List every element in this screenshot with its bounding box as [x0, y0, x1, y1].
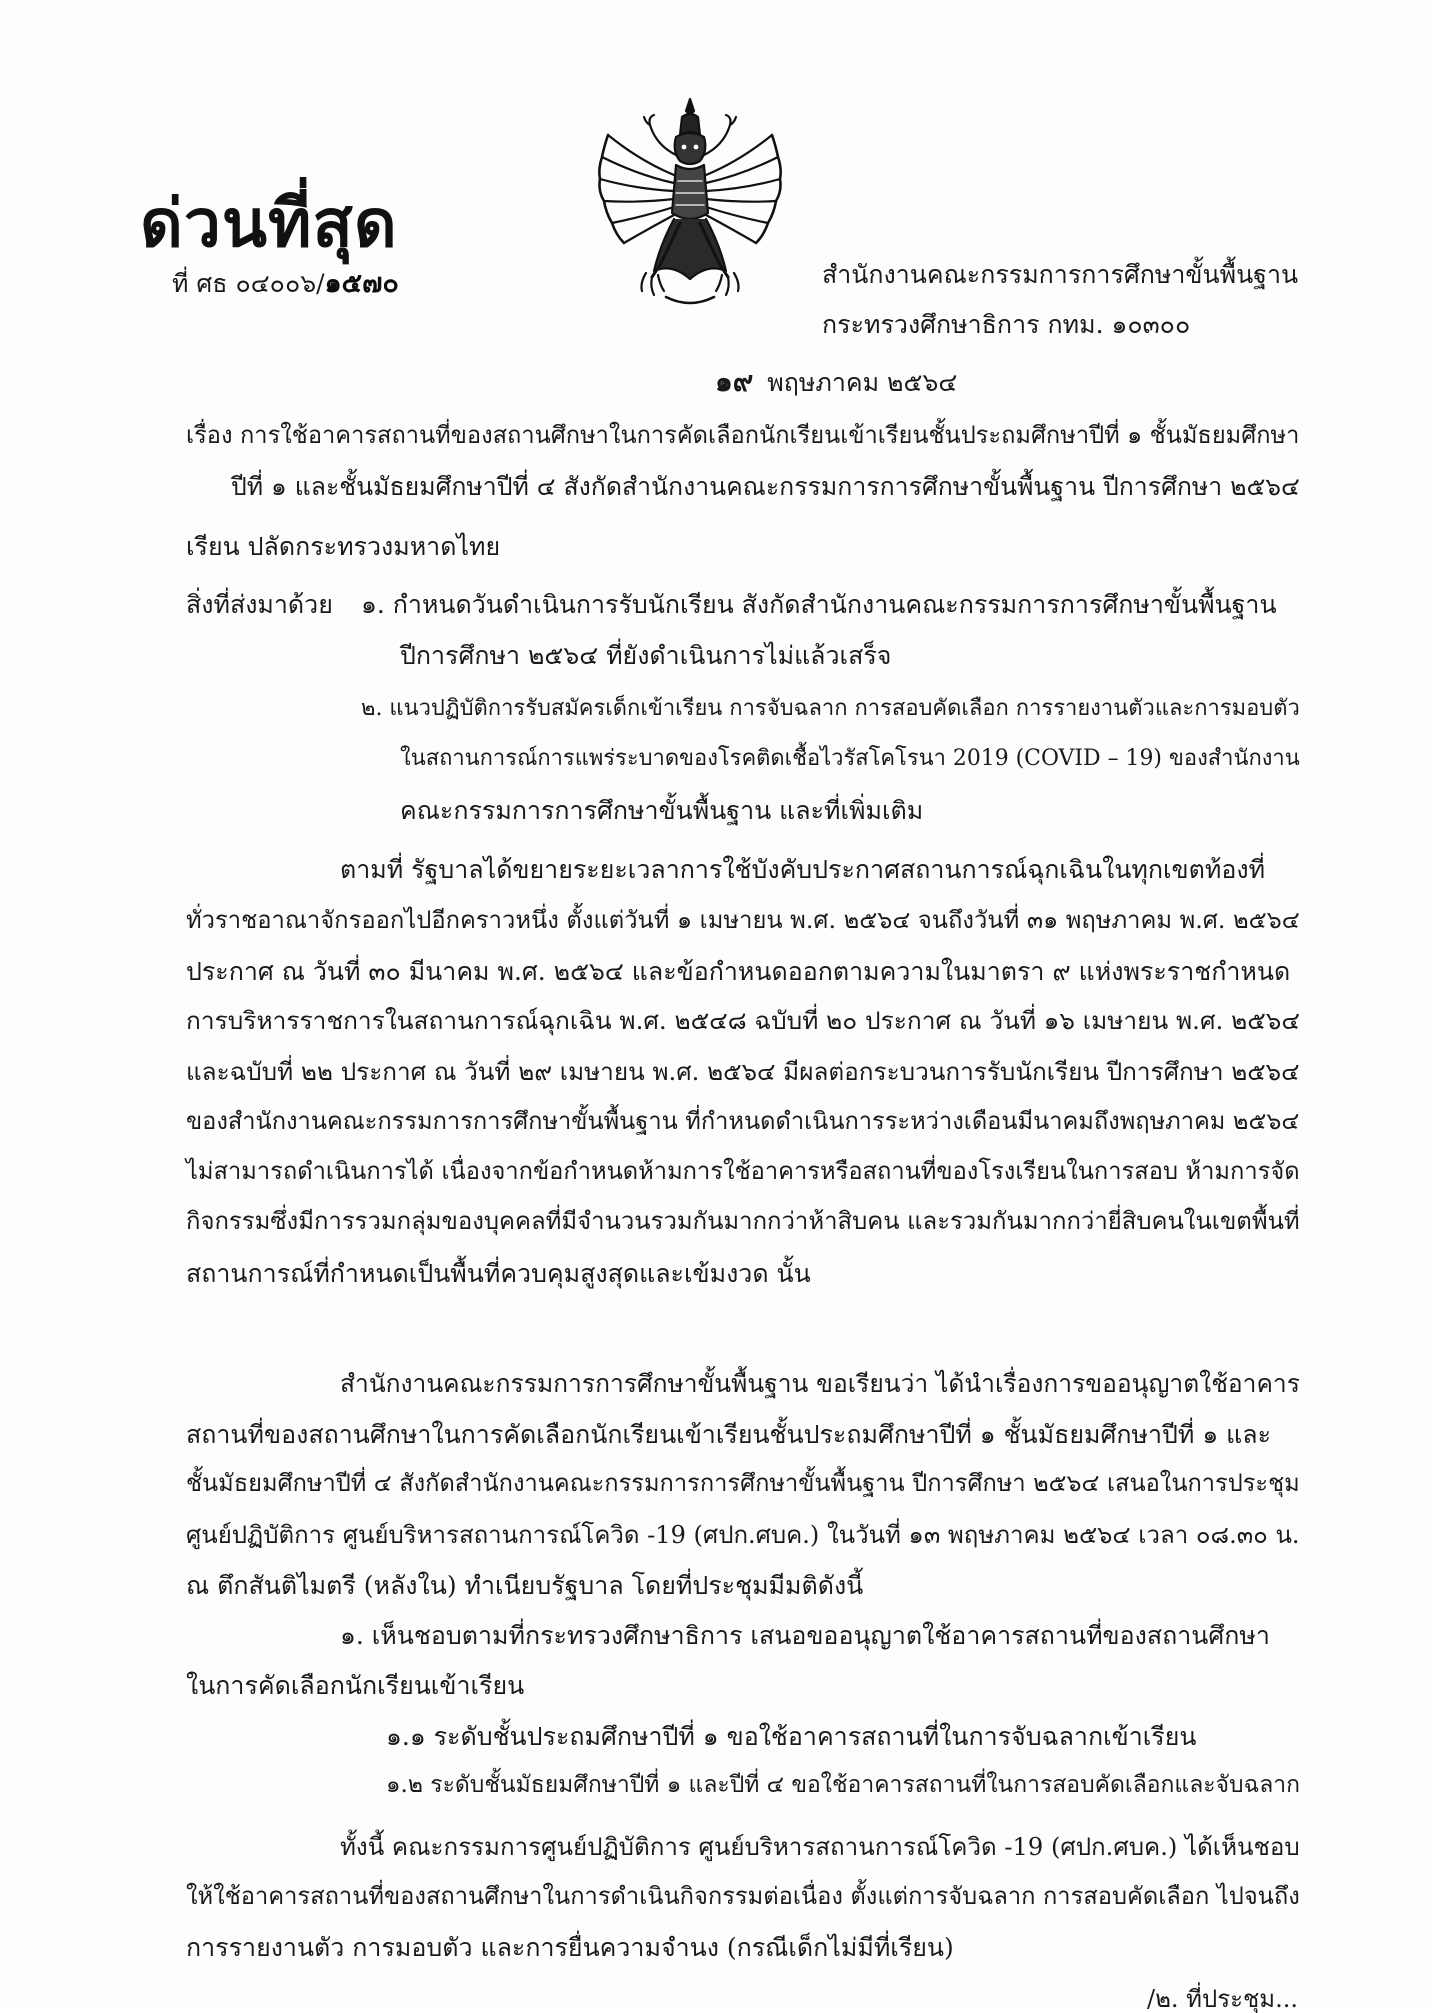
- paragraph-3-line: ให้ใช้อาคารสถานที่ของสถานศึกษาในการดำเนินกิจกรรมต่อเนื่อง ตั้งแต่การจับฉลาก การสอบคัดเลือก ไปจนถึง: [186, 1882, 1300, 1910]
- document-number-handwritten: ๑๕๗๐: [324, 268, 399, 299]
- paragraph-1-line: กิจกรรมซึ่งมีการรวมกลุ่มของบุคคลที่มีจำนวนรวมกันมากกว่าห้าสิบคน และรวมกันมากกว่ายี่สิบคนในเขตพื้นที่: [186, 1207, 1300, 1235]
- enclosures-label: สิ่งที่ส่งมาด้วย: [186, 590, 333, 619]
- enclosure-2-line-3: คณะกรรมการการศึกษาขั้นพื้นฐาน และที่เพิ่มเติม: [400, 796, 924, 825]
- paragraph-2-line: สถานที่ของสถานศึกษาในการคัดเลือกนักเรียนเข้าเรียนชั้นประถมศึกษาปีที่ ๑ ชั้นมัธยมศึกษาปีที่ ๑ และ: [186, 1420, 1272, 1449]
- resolution-1-2: ๑.๒ ระดับชั้นมัธยมศึกษาปีที่ ๑ และปีที่ ๔ ขอใช้อาคารสถานที่ในการสอบคัดเลือกและจับฉลาก: [386, 1772, 1301, 1798]
- paragraph-1-line: สถานการณ์ที่กำหนดเป็นพื้นที่ควบคุมสูงสุดและเข้มงวด นั้น: [186, 1259, 811, 1288]
- subject-line-2: ปีที่ ๑ และชั้นมัธยมศึกษาปีที่ ๔ สังกัดสำนักงานคณะกรรมการการศึกษาขั้นพื้นฐาน ปีการศึกษา ๒๕๖๔: [231, 472, 1300, 501]
- document-number-prefix: ที่ ศธ ๐๔๐๐๖/: [172, 269, 325, 298]
- paragraph-1-line: ของสำนักงานคณะกรรมการการศึกษาขั้นพื้นฐาน ที่กำหนดดำเนินการระหว่างเดือนมีนาคมถึงพฤษภาคม ๒๕๖๔: [186, 1107, 1300, 1135]
- date-month-year: พฤษภาคม ๒๕๖๔: [767, 368, 958, 397]
- date-day-handwritten: ๑๙: [715, 365, 754, 398]
- paragraph-1-line: ตามที่ รัฐบาลได้ขยายระยะเวลาการใช้บังคับประกาศสถานการณ์ฉุกเฉินในทุกเขตท้องที่: [340, 855, 1266, 884]
- paragraph-3-line: ทั้งนี้ คณะกรรมการศูนย์ปฏิบัติการ ศูนย์บริหารสถานการณ์โควิด -19 (ศปก.ศบค.) ได้เห็นชอบ: [340, 1833, 1300, 1861]
- recipient-line: เรียน ปลัดกระทรวงมหาดไทย: [186, 532, 501, 561]
- resolution-1-line-1: ๑. เห็นชอบตามที่กระทรวงศึกษาธิการ เสนอขออนุญาตใช้อาคารสถานที่ของสถานศึกษา: [340, 1621, 1270, 1650]
- paragraph-1-line: และฉบับที่ ๒๒ ประกาศ ณ วันที่ ๒๙ เมษายน พ.ศ. ๒๕๖๔ มีผลต่อกระบวนการรับนักเรียน ปีการศึกษา ๒๕๖๔: [186, 1057, 1300, 1086]
- resolution-1-line-2: ในการคัดเลือกนักเรียนเข้าเรียน: [186, 1671, 525, 1700]
- garuda-emblem-icon: [590, 95, 790, 315]
- agency-address: กระทรวงศึกษาธิการ กทม. ๑๐๓๐๐: [822, 310, 1191, 339]
- paragraph-2-line: ศูนย์ปฏิบัติการ ศูนย์บริหารสถานการณ์โควิด -19 (ศปก.ศบค.) ในวันที่ ๑๓ พฤษภาคม ๒๕๖๔ เวลา ๐๘.๓๐ น.: [186, 1521, 1300, 1549]
- document-date: [715, 365, 958, 398]
- resolution-1-1: ๑.๑ ระดับชั้นประถมศึกษาปีที่ ๑ ขอใช้อาคารสถานที่ในการจับฉลากเข้าเรียน: [386, 1722, 1197, 1751]
- paragraph-2-line: ชั้นมัธยมศึกษาปีที่ ๔ สังกัดสำนักงานคณะกรรมการการศึกษาขั้นพื้นฐาน ปีการศึกษา ๒๕๖๔ เสนอในการประชุม: [186, 1469, 1300, 1497]
- enclosure-1-line-1: ๑. กำหนดวันดำเนินการรับนักเรียน สังกัดสำนักงานคณะกรรมการการศึกษาขั้นพื้นฐาน: [361, 590, 1277, 619]
- enclosure-2-line-1: ๒. แนวปฏิบัติการรับสมัครเด็กเข้าเรียน การจับฉลาก การสอบคัดเลือก การรายงานตัวและการมอบตัว: [361, 696, 1300, 721]
- continuation-marker: /๒. ที่ประชุม...: [1147, 1985, 1298, 2013]
- paragraph-2-line: สำนักงานคณะกรรมการการศึกษาขั้นพื้นฐาน ขอเรียนว่า ได้นำเรื่องการขออนุญาตใช้อาคาร: [340, 1369, 1300, 1398]
- agency-name: สำนักงานคณะกรรมการการศึกษาขั้นพื้นฐาน: [822, 260, 1299, 289]
- enclosure-2-line-2: ในสถานการณ์การแพร่ระบาดของโรคติดเชื้อไวรัสโคโรนา 2019 (COVID – 19) ของสำนักงาน: [400, 746, 1300, 771]
- paragraph-3-line: การรายงานตัว การมอบตัว และการยื่นความจำนง (กรณีเด็กไม่มีที่เรียน): [186, 1933, 954, 1962]
- paragraph-1-line: การบริหารราชการในสถานการณ์ฉุกเฉิน พ.ศ. ๒๕๔๘ ฉบับที่ ๒๐ ประกาศ ณ วันที่ ๑๖ เมษายน พ.ศ. ๒๕๖๔: [186, 1006, 1300, 1035]
- paragraph-1-line: ประกาศ ณ วันที่ ๓๐ มีนาคม พ.ศ. ๒๕๖๔ และข้อกำหนดออกตามความในมาตรา ๙ แห่งพระราชกำหนด: [186, 957, 1291, 986]
- paragraph-1-line: ไม่สามารถดำเนินการได้ เนื่องจากข้อกำหนดห้ามการใช้อาคารหรือสถานที่ของโรงเรียนในการสอบ ห้ามการจัด: [186, 1157, 1300, 1185]
- document-number: [172, 270, 399, 297]
- paragraph-1-line: ทั่วราชอาณาจักรออกไปอีกคราวหนึ่ง ตั้งแต่วันที่ ๑ เมษายน พ.ศ. ๒๕๖๔ จนถึงวันที่ ๓๑ พฤษภาคม พ.ศ. ๒๕๖๔: [186, 906, 1300, 934]
- subject-line-1: เรื่อง การใช้อาคารสถานที่ของสถานศึกษาในการคัดเลือกนักเรียนเข้าเรียนชั้นประถมศึกษาปีที่ ๑ ชั้นมัธยมศึกษา: [186, 421, 1300, 449]
- enclosure-1-line-2: ปีการศึกษา ๒๕๖๔ ที่ยังดำเนินการไม่แล้วเสร็จ: [400, 641, 892, 670]
- paragraph-2-line: ณ ตึกสันติไมตรี (หลังใน) ทำเนียบรัฐบาล โดยที่ประชุมมีมติดังนี้: [186, 1571, 864, 1600]
- urgency-stamp: ด่วนที่สุด: [140, 184, 398, 262]
